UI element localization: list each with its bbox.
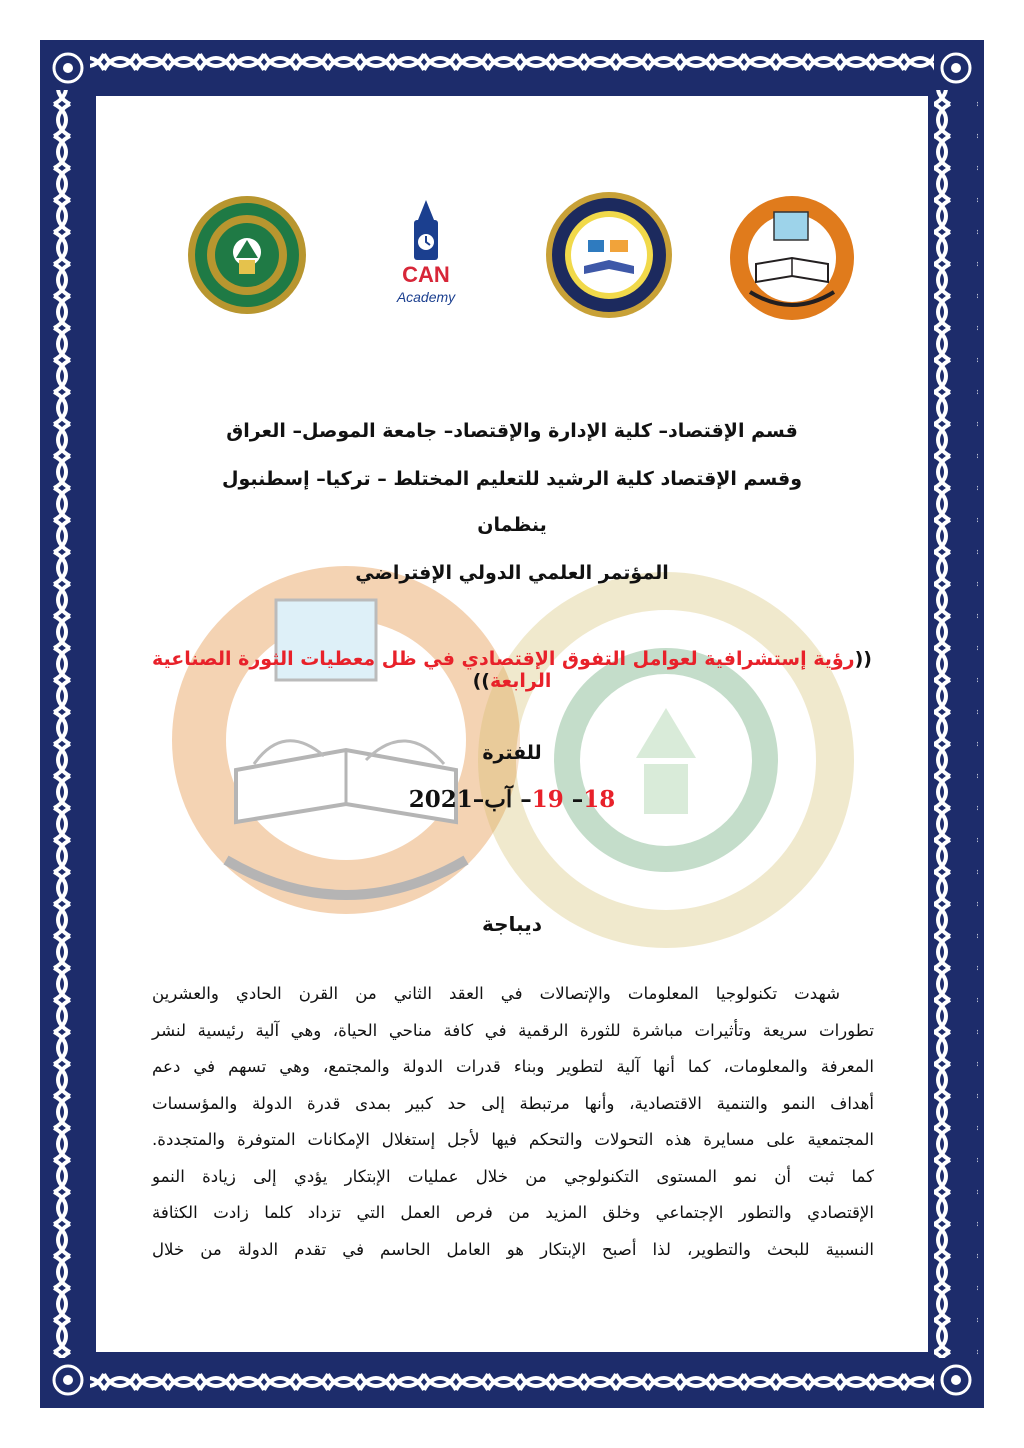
date-separator: – [563, 786, 584, 813]
period-label: للفترة [482, 742, 542, 764]
corner-ornament-top-right [934, 46, 978, 90]
corner-ornament-bottom-left [46, 1358, 90, 1402]
conference-dates [150, 786, 874, 813]
university-of-mosul-logo [728, 194, 856, 322]
body-line: شهدت تكنولوجيا المعلومات والإتصالات في العقد الثاني من القرن الحادي والعشرين [152, 984, 840, 1003]
body-line: أهداف النمو والتنمية الاقتصادية، وأنها مرتبطة إلى حد كبير بمدى قدرة الدولة والمؤسسات [152, 1093, 874, 1113]
conference-name: المؤتمر العلمي الدولي الإفتراضي [355, 562, 669, 584]
theme-title: رؤية إستشرافية لعوامل التفوق الإقتصادي في ظل معطيات الثورة الصناعية الرابعة [152, 648, 855, 692]
svg-text:CAN: CAN [402, 262, 450, 287]
economics-department-logo [544, 190, 674, 320]
preamble-heading: ديباجة [482, 912, 542, 936]
body-line: المجتمعية على مسايرة هذه التحولات والتحكم فيها لأجل إستغلال الإمكانات المتوفرة والمتجددة. [152, 1130, 874, 1149]
body-line: كما ثبت أن نمو المستوى التكنولوجي من خلال عمليات الإبتكار يؤدي إلى زيادة النمو [152, 1166, 874, 1186]
body-line: تطورات سريعة وتأثيرات مباشرة للثورة الرقمية في كافة مناحي الحياة، وهي آلية رئيسية لنشر [152, 1020, 874, 1040]
corner-ornament-bottom-right [934, 1358, 978, 1402]
organizer-line-alrashed: وقسم الإقتصاد كلية الرشيد للتعليم المختلط – تركيا– إسطنبول [221, 468, 803, 490]
mosul-university-watermark [166, 560, 526, 920]
body-line: النسبية للبحث والتطوير، لذا أصبح الإبتكار هو العامل الحاسم في تقدم الدولة من خلال [152, 1239, 874, 1259]
theme-open-brackets: (( [854, 648, 872, 670]
preamble-body [152, 976, 874, 1268]
organize-verb: ينظمان [477, 514, 547, 536]
corner-ornament-top-left [46, 46, 90, 90]
alrashed-college-logo [186, 194, 308, 316]
date-day-18: 18 [583, 786, 616, 813]
body-line: المعرفة والمعلومات، كما أنها آلية لتطوير وبناء قدرات الدولة والمجتمع، وهي تسهم في دعم [152, 1057, 874, 1076]
organizer-line-mosul: قسم الإقتصاد– كلية الإدارة والإقتصاد– جامعة الموصل– العراق [226, 420, 798, 442]
theme-close-brackets: )) [472, 670, 490, 692]
body-line: الإقتصادي والتطور الإجتماعي وخلق المزيد من فرص العمل التي تزداد كلما زادت الكثافة [152, 1203, 874, 1222]
date-day-19: 19 [531, 786, 564, 813]
svg-text:Academy: Academy [396, 289, 456, 305]
conference-theme [150, 648, 874, 692]
can-academy-logo [380, 198, 472, 310]
date-month-year: – آب–2021 [408, 786, 532, 813]
